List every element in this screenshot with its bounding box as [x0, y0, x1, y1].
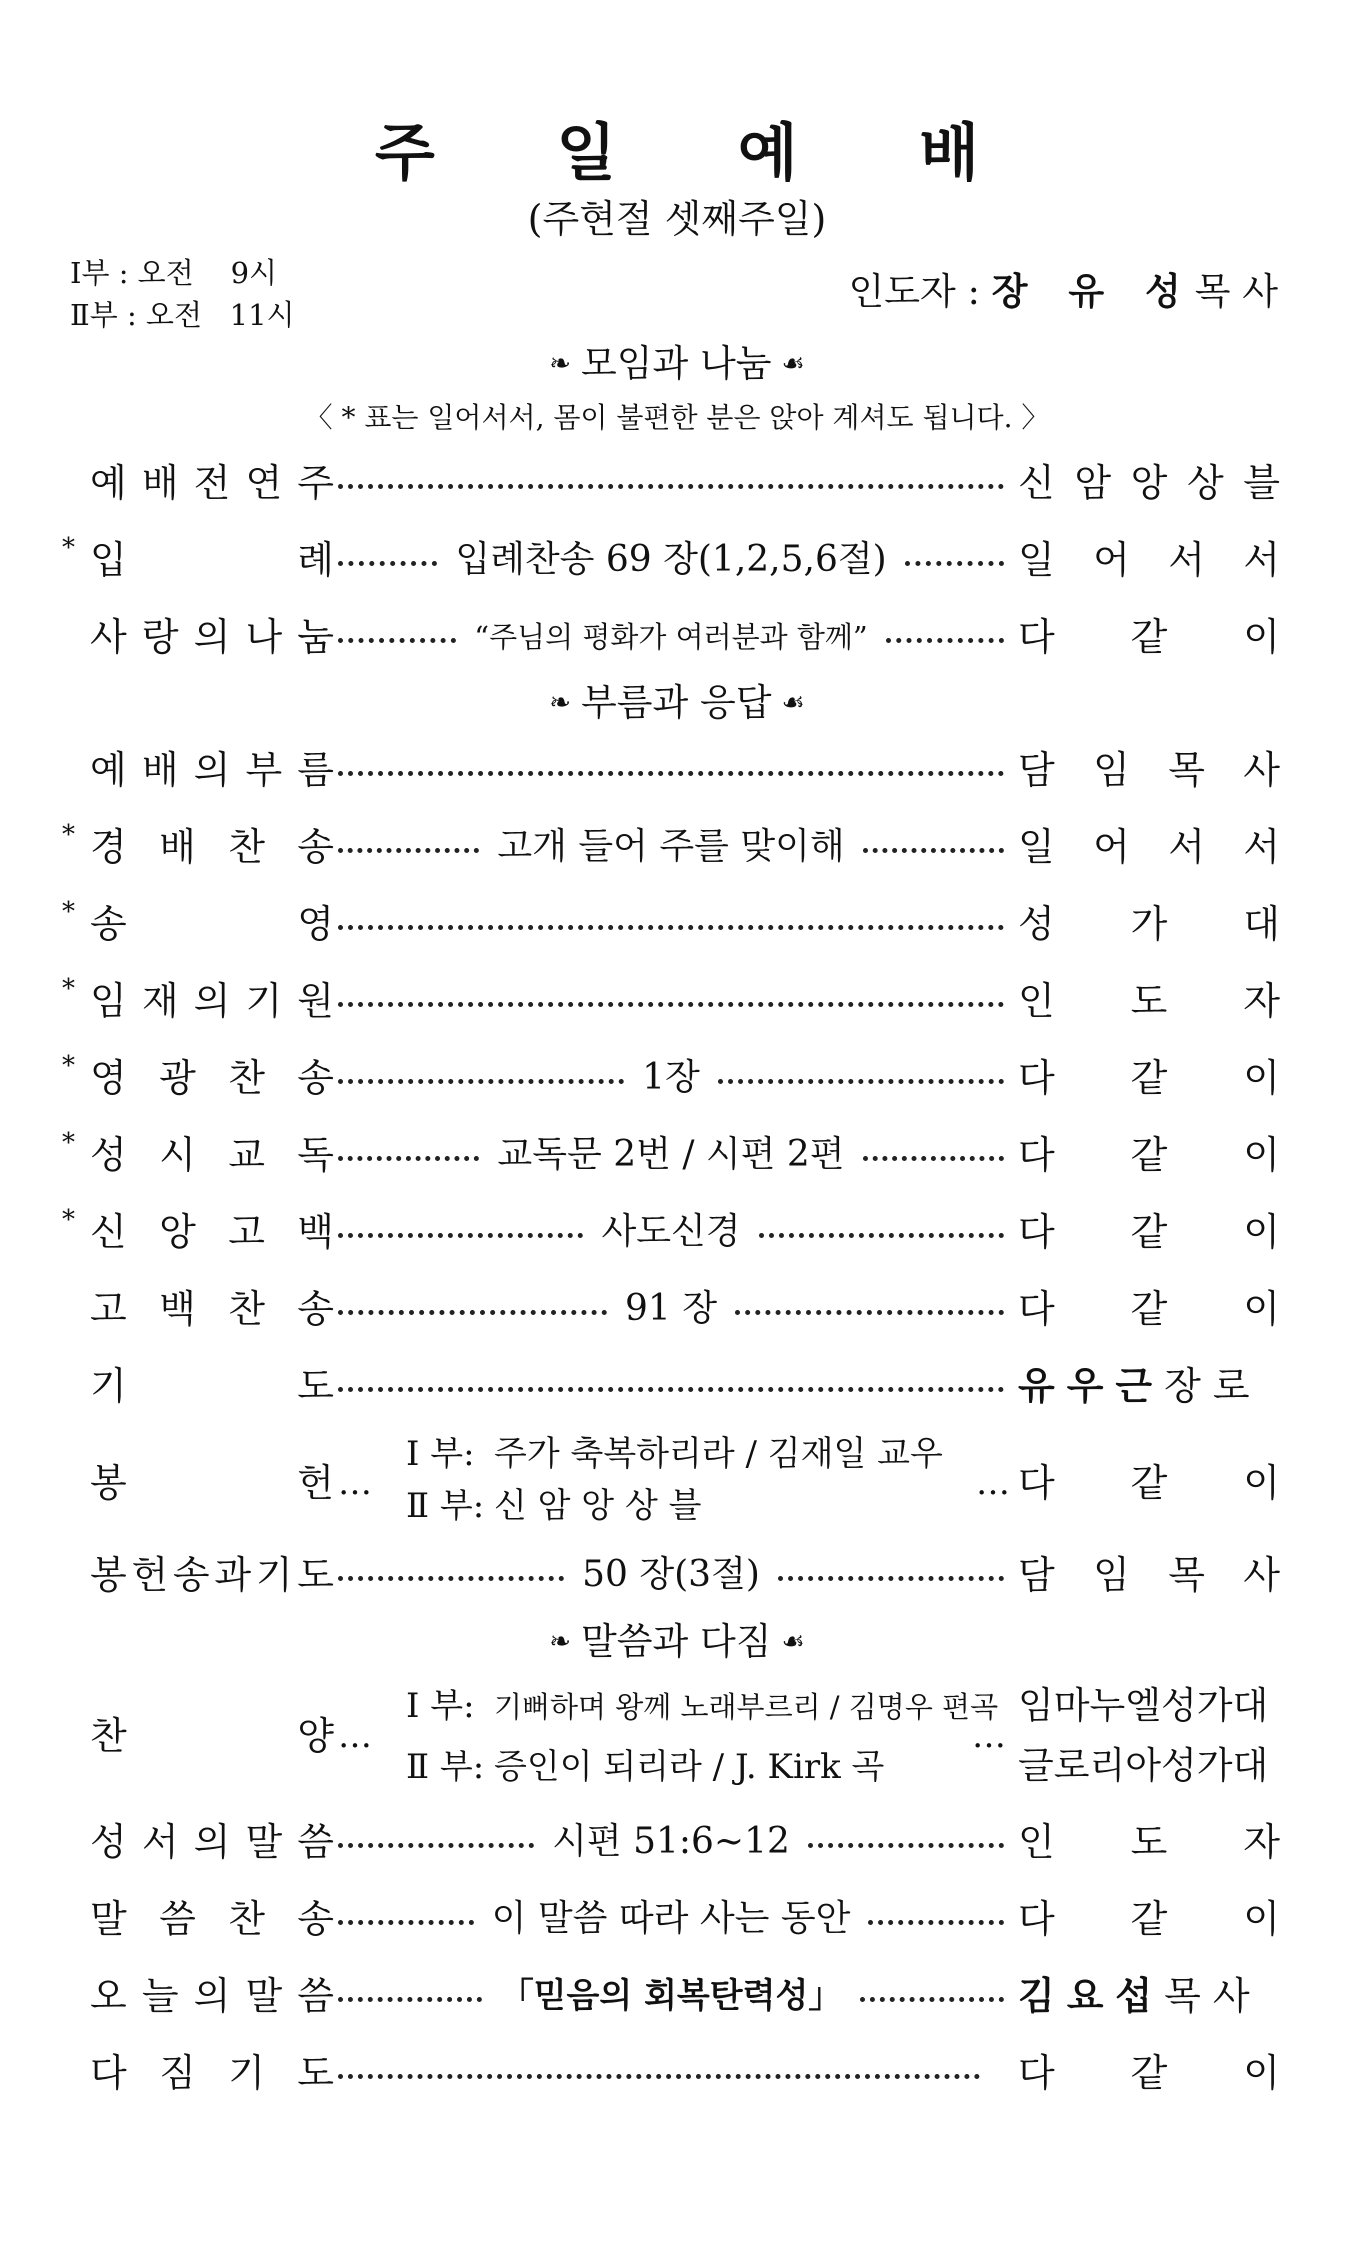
item-label-a: 봉	[90, 1461, 127, 1505]
leader-dots	[338, 1545, 1004, 1605]
section-title: 말씀과 다짐	[581, 1620, 772, 1663]
ornament-right-icon: ☙	[781, 1627, 805, 1657]
item-performer: 다 같 이	[1018, 1056, 1280, 1100]
order-item	[76, 607, 1280, 667]
ornament-right-icon: ☙	[781, 688, 805, 718]
order-item	[76, 1356, 1280, 1416]
item-performer: 다 같 이	[1018, 615, 1280, 659]
item-performer: 성 가 대	[1018, 902, 1280, 946]
item-content: 91 장	[624, 1288, 718, 1329]
leader-dots	[338, 1125, 1004, 1185]
ellipsis: …	[972, 1716, 1006, 1756]
item-label-text: 영 광 찬 송	[90, 1056, 334, 1100]
anthem-choirs	[1018, 1676, 1280, 1796]
item-label-text: 성 서 의 말 씀	[90, 1820, 334, 1864]
item-label-text: 사 랑 의 나 눔	[90, 615, 334, 659]
ornament-right-icon: ☙	[781, 349, 805, 379]
section-heading-word	[0, 1618, 1354, 1666]
item-performer: 신 암 앙 상 블	[1018, 461, 1280, 505]
choir-1: 임마누엘성가대	[1018, 1684, 1269, 1727]
item-label	[62, 1125, 334, 1185]
item-label	[76, 1545, 334, 1605]
item-content: 이 말씀 따라 사는 동안	[491, 1898, 851, 1939]
part-1-text: 주가 축복하리라 / 김재일 교우	[494, 1434, 943, 1474]
item-content: “주님의 평화가 여러분과 함께”	[474, 620, 868, 654]
ornament-left-icon: ❧	[549, 349, 571, 379]
item-performer	[1018, 1356, 1280, 1416]
order-item	[76, 1812, 1280, 1872]
item-performer: 다 같 이	[1018, 1461, 1280, 1505]
item-label	[62, 530, 334, 590]
order-item	[62, 530, 1280, 590]
item-label	[76, 1676, 334, 1796]
order-item	[62, 1125, 1280, 1185]
item-performer: 다 같 이	[1018, 1897, 1280, 1941]
item-label	[76, 1966, 334, 2026]
ornament-left-icon: ❧	[549, 688, 571, 718]
order-item	[62, 817, 1280, 877]
order-item	[62, 1048, 1280, 1108]
item-label-text: 임 재 의 기 원	[90, 979, 334, 1023]
leader-dots	[338, 1356, 1004, 1416]
leader-dots	[338, 894, 1004, 954]
item-label	[76, 1889, 334, 1949]
item-performer: 다 같 이	[1018, 1210, 1280, 1254]
order-item	[76, 1889, 1280, 1949]
item-label-b: 헌	[297, 1461, 334, 1505]
item-label-a: 기	[90, 1364, 127, 1408]
section-heading-call-response	[0, 679, 1354, 727]
order-item	[76, 740, 1280, 800]
part-1-tag: Ⅰ 부:	[406, 1434, 475, 1474]
part-2-text: 신 암 앙 상 블	[494, 1486, 702, 1526]
order-item	[76, 1966, 1280, 2026]
leader-name: 장 유 성	[991, 270, 1195, 313]
item-label-text: 경 배 찬 송	[90, 825, 334, 869]
preacher-name: 김요섭	[1018, 1974, 1165, 2018]
standing-mark: *	[62, 974, 75, 1004]
part-1-tag: Ⅰ 부:	[406, 1686, 475, 1726]
item-label	[62, 817, 334, 877]
standing-mark: *	[62, 1205, 75, 1235]
leader-dots	[338, 453, 1004, 513]
item-performer: 다 같 이	[1018, 2051, 1280, 2095]
item-label-text: 봉 헌 송 과 기 도	[90, 1553, 334, 1597]
ellipsis: …	[976, 1463, 1010, 1503]
leader-prefix: 인도자 :	[848, 270, 992, 313]
choir-2: 글로리아성가대	[1018, 1744, 1269, 1787]
item-label	[76, 1279, 334, 1339]
standing-mark: *	[62, 1128, 75, 1158]
leader-dots	[338, 1812, 1004, 1872]
item-label-text: 말 씀 찬 송	[90, 1897, 334, 1941]
item-label-text: 예 배 전 연 주	[90, 461, 334, 505]
item-label	[76, 1356, 334, 1416]
leader-dots	[338, 530, 1004, 590]
item-label-b: 양	[297, 1714, 334, 1758]
section-title: 부름과 응답	[581, 681, 772, 724]
item-label	[62, 971, 334, 1031]
section-heading-gathering	[0, 340, 1354, 388]
item-label	[76, 740, 334, 800]
leader-role: 목 사	[1194, 270, 1278, 313]
order-item	[76, 1279, 1280, 1339]
order-item-anthem	[76, 1676, 1280, 1796]
order-item	[62, 894, 1280, 954]
item-label-a: 찬	[90, 1714, 127, 1758]
order-item	[62, 971, 1280, 1031]
leader-dots	[338, 971, 1004, 1031]
sermon-title: 「믿음의 회복탄력성」	[499, 1976, 843, 2016]
item-content: 사도신경	[601, 1211, 741, 1252]
item-label	[76, 2043, 334, 2103]
order-item	[76, 1545, 1280, 1605]
item-performer: 일 어 서 서	[1018, 825, 1280, 869]
order-item	[62, 1202, 1280, 1262]
item-label-text: 예 배 의 부 름	[90, 748, 334, 792]
item-label-b: 도	[297, 1364, 334, 1408]
item-content: 1장	[642, 1057, 700, 1098]
item-label	[76, 607, 334, 667]
ellipsis: …	[338, 1463, 372, 1503]
standing-mark: *	[62, 533, 75, 563]
leader-dots	[338, 1048, 1004, 1108]
standing-mark: *	[62, 897, 75, 927]
leader-dots	[338, 817, 1004, 877]
item-label-a: 송	[90, 902, 127, 946]
item-content: 입례찬송 69 장(1,2,5,6절)	[455, 539, 887, 580]
item-label-text: 성 시 교 독	[90, 1133, 334, 1177]
performer-role: 장로	[1164, 1364, 1262, 1408]
item-label-text: 고 백 찬 송	[90, 1287, 334, 1331]
item-performer: 일 어 서 서	[1018, 538, 1280, 582]
item-label	[76, 453, 334, 513]
order-item	[76, 453, 1280, 513]
standing-mark: *	[62, 820, 75, 850]
order-item	[76, 2043, 1280, 2103]
item-performer: 담 임 목 사	[1018, 748, 1280, 792]
item-content: 고개 들어 주를 맞이해	[497, 826, 845, 867]
item-content: 시편 51:6~12	[552, 1821, 790, 1862]
order-item-offering	[76, 1428, 1280, 1538]
item-label-b: 례	[297, 538, 334, 582]
leader-dots	[338, 1202, 1004, 1262]
item-performer: 다 같 이	[1018, 1287, 1280, 1331]
item-label	[76, 1812, 334, 1872]
ornament-left-icon: ❧	[549, 1627, 571, 1657]
second-service-time: Ⅱ부 : 오전 11시	[70, 298, 295, 332]
service-times	[70, 252, 295, 336]
item-label	[62, 1202, 334, 1262]
item-label	[76, 1428, 334, 1538]
leader-info	[849, 268, 1278, 316]
item-label-text: 오 늘 의 말 씀	[90, 1974, 334, 2018]
leader-dots	[338, 1966, 1004, 2026]
item-performer: 담 임 목 사	[1018, 1553, 1280, 1597]
item-performer	[1018, 1966, 1280, 2026]
offering-details	[406, 1428, 943, 1532]
leader-dots	[338, 607, 1004, 667]
section-title: 모임과 나눔	[581, 342, 772, 385]
item-performer: 인 도 자	[1018, 979, 1280, 1023]
page-title: 주 일 예 배	[374, 116, 1030, 189]
standing-note: 〈 * 표는 일어서서, 몸이 불편한 분은 앉아 계셔도 됩니다. 〉	[304, 401, 1050, 434]
leader-dots	[338, 740, 1004, 800]
item-performer: 인 도 자	[1018, 1820, 1280, 1864]
part-1-text: 기뻐하며 왕께 노래부르리 / 김명우 편곡	[494, 1690, 999, 1724]
item-label-a: 입	[90, 538, 127, 582]
part-2-tag: Ⅱ 부:	[406, 1486, 485, 1526]
part-2-text: 증인이 되리라 / J. Kirk 곡	[494, 1747, 885, 1787]
item-label	[62, 1048, 334, 1108]
leader-dots	[338, 1889, 1004, 1949]
item-label	[62, 894, 334, 954]
anthem-details	[406, 1676, 998, 1797]
leader-dots	[338, 1279, 1004, 1339]
preacher-role: 목사	[1164, 1974, 1262, 2018]
page-subtitle: (주현절 셋째주일)	[527, 197, 827, 241]
part-2-tag: Ⅱ 부:	[406, 1747, 485, 1787]
ellipsis: …	[338, 1716, 372, 1756]
item-content: 교독문 2번 / 시편 2편	[497, 1134, 845, 1175]
standing-mark: *	[62, 1051, 75, 1081]
performer-name: 유우근	[1018, 1364, 1165, 1408]
item-label-text: 다 짐 기 도	[90, 2051, 334, 2095]
item-content: 50 장(3절)	[582, 1554, 760, 1595]
item-label-text: 신 앙 고 백	[90, 1210, 334, 1254]
item-label-b: 영	[297, 902, 334, 946]
first-service-time: Ⅰ부 : 오전 9시	[70, 256, 278, 290]
leader-dots	[338, 2043, 980, 2103]
item-performer: 다 같 이	[1018, 1133, 1280, 1177]
